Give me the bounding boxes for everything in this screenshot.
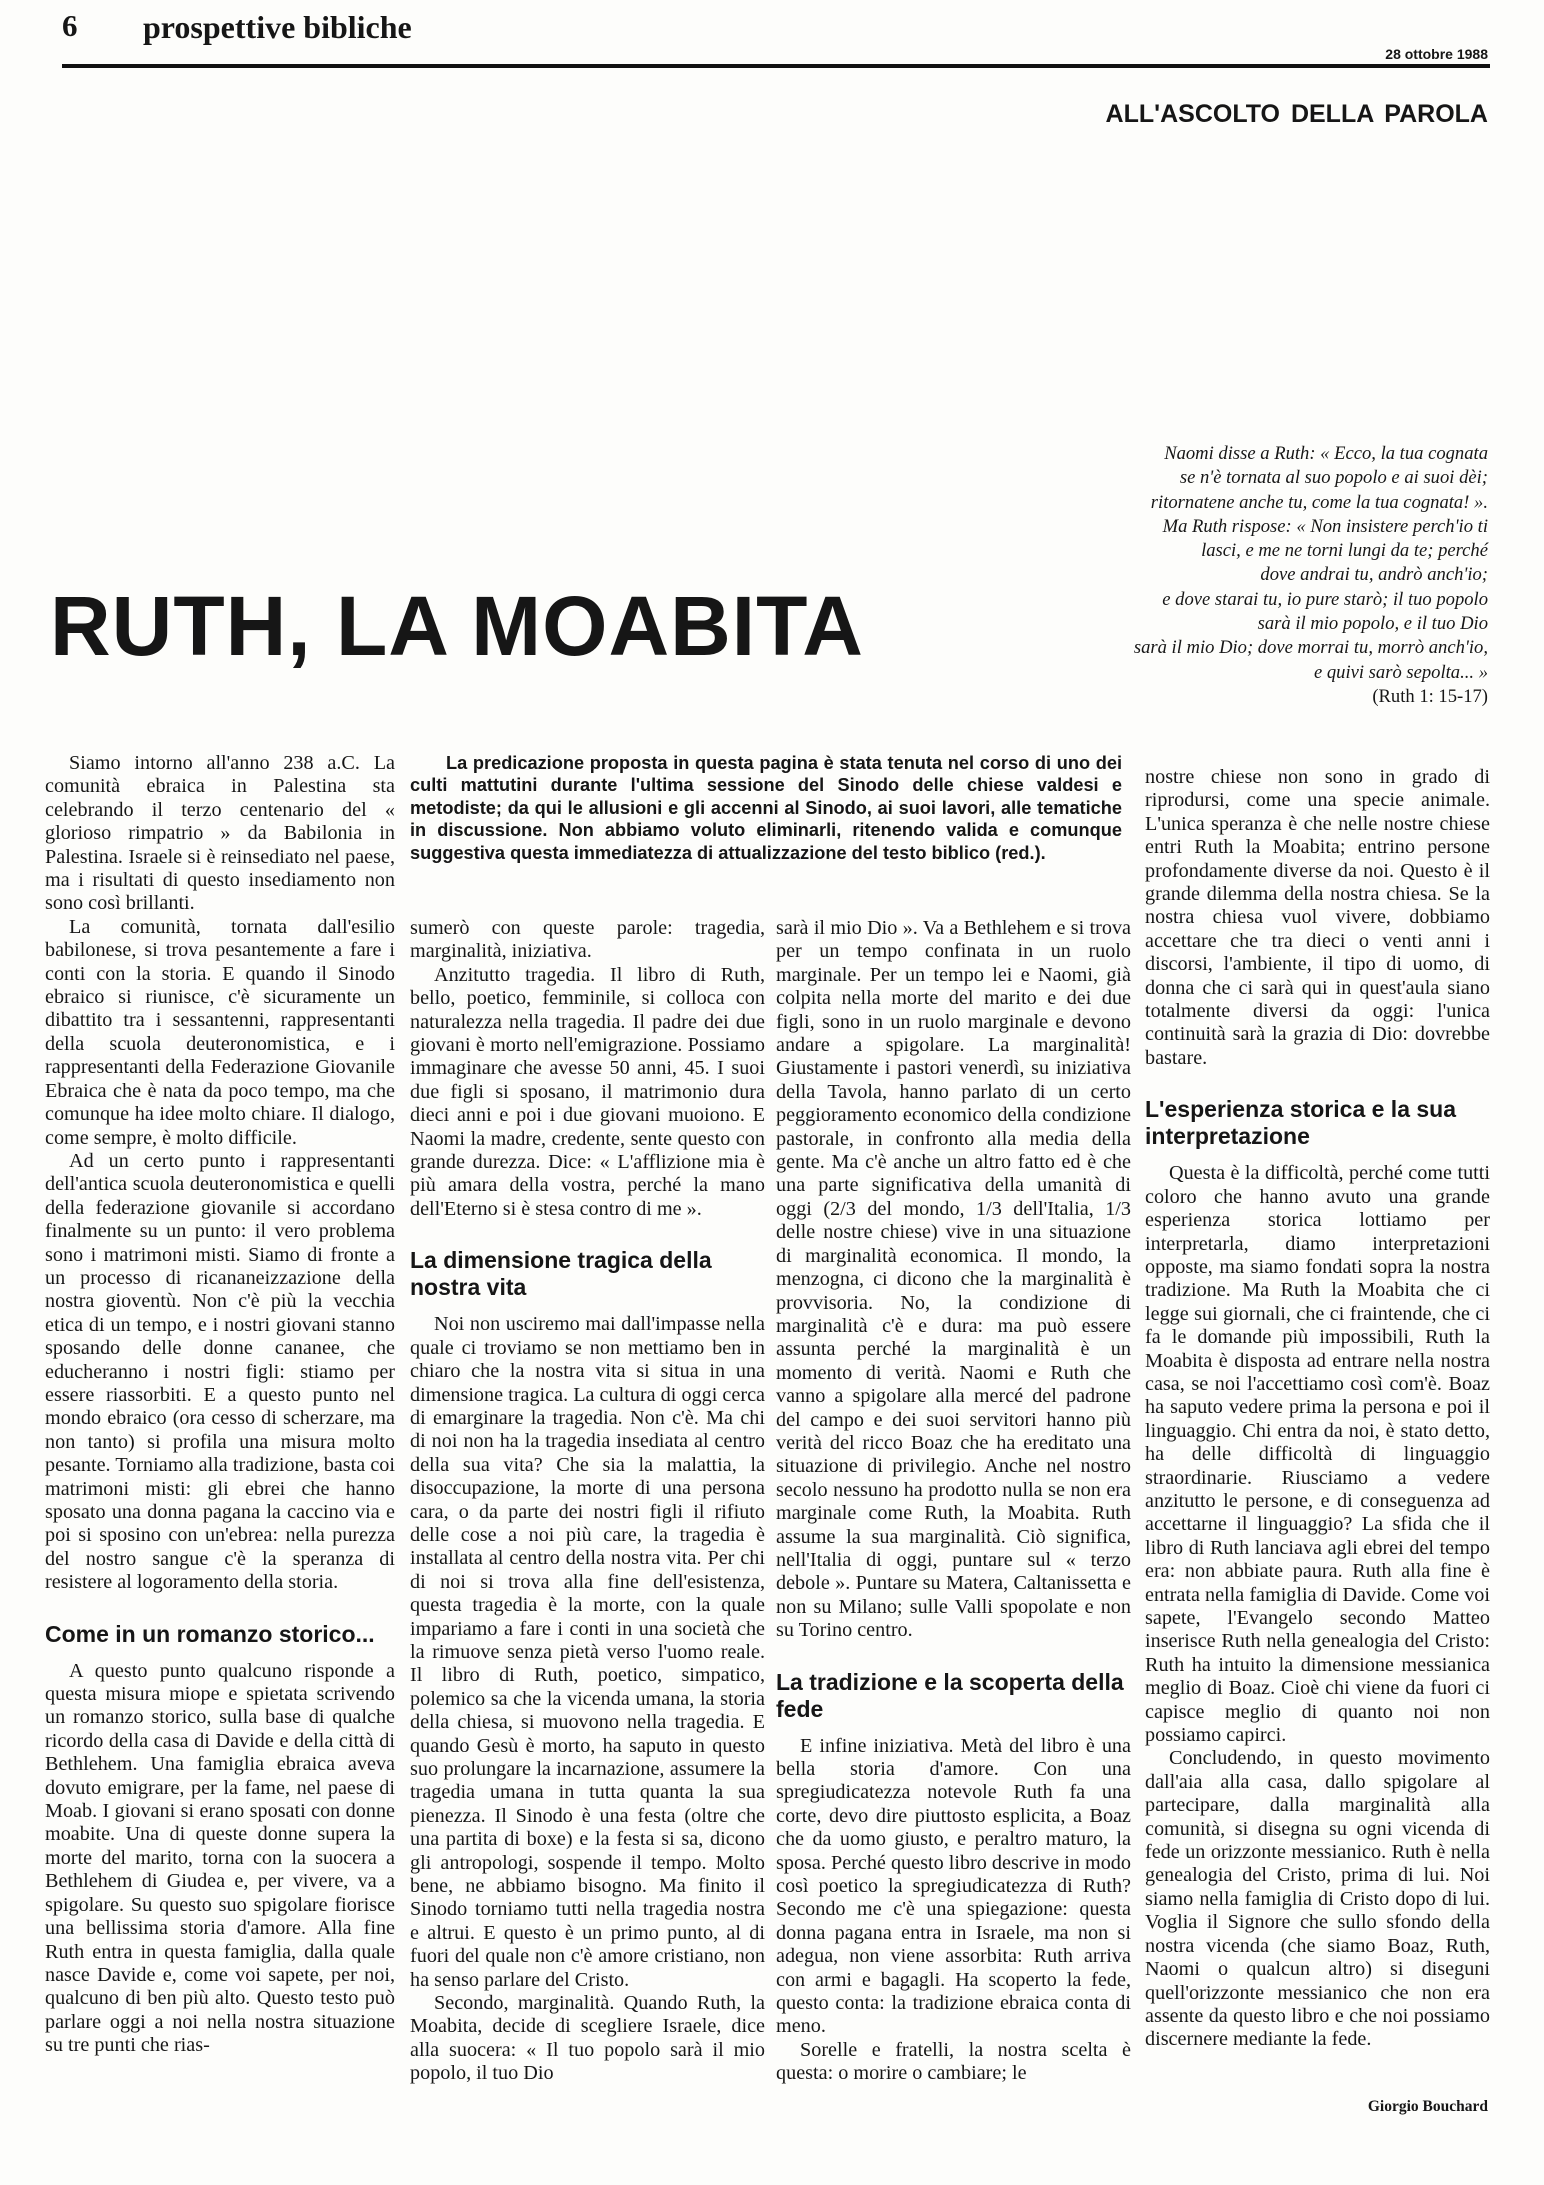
column-2 (410, 917, 765, 2086)
epigraph (808, 442, 1488, 709)
epigraph-reference: (Ruth 1: 15-17) (1372, 685, 1488, 707)
epigraph-line: Naomi disse a Ruth: « Ecco, la tua cognata (1164, 443, 1488, 464)
epigraph-line: e dove starai tu, io pure starò; il tuo popolo (1162, 588, 1488, 610)
issue-date: 28 ottobre 1988 (1385, 46, 1488, 62)
paragraph: sumerò con queste parole: tragedia, marginalità, iniziativa. (410, 917, 765, 963)
epigraph-line: se n'è tornata al suo popolo e ai suoi dèi; (1179, 467, 1488, 489)
paragraph: Anzitutto tragedia. Il libro di Ruth, bello, poetico, femminile, si colloca con naturalezza nella tragedia. Il padre dei due giovani è morto nell'emigrazione. Possiamo immaginare che avesse 50 anni, 45. I suoi due figli si sposano, il matrimonio dura dieci anni e poi i due giovani muoiono. E Naomi la madre, credente, sente questo con grande durezza. Dice: « L'afflizione mia è più amara della vostra, perché la mano dell'Eterno si è stesa contro di me ». (410, 963, 765, 1220)
section-label: ALL'ASCOLTO DELLA PAROLA (1105, 100, 1488, 128)
column-1 (45, 752, 395, 2058)
paragraph: Concludendo, in questo movimento dall'aia alla casa, dallo spigolare al partecipare, dalla marginalità alla comunità, si disegna su ogni vicenda di fede un orizzonte messianico. Ruth è nella genealogia del Cristo, prima di lui. Noi siamo nella famiglia di Cristo dopo di lui. Voglia il Signore che sullo sfondo della nostra vicenda (che siamo Boaz, Ruth, Naomi o qualcun altro) si diseguni quell'orizzonte messianico che non era assente da questo libro e che noi possiamo discernere mediante la fede. (1145, 1747, 1490, 2051)
subheading: Come in un romanzo storico... (45, 1620, 375, 1647)
paragraph: A questo punto qualcuno risponde a questa misura miope e spietata scrivendo un romanzo storico, sulla base di qualche ricordo della casa di Davide e della città di Bethlehem. Una famiglia ebraica aveva dovuto emigrare, per la fame, nel paese di Moab. I giovani si erano sposati con donne moabite. Una di queste donne supera la morte del marito, torna con la suocera a Bethlehem di Giudea e, per vivere, va a spigolare. Su questo suo spigolare fiorisce una bellissima storia d'amore. Alla fine Ruth entra in questa famiglia, dalla quale nasce Davide e, come voi sapete, per noi, qualcuno di ben più alto. Questo testo può parlare oggi a noi nella nostra situazione su tre punti che rias- (45, 1659, 395, 2057)
epigraph-line: lasci, e me ne torni lungi da te; perché (1201, 540, 1488, 562)
epigraph-line: e quivi sarò sepolta... » (1313, 661, 1488, 683)
header-rule (62, 64, 1490, 68)
paragraph: sarà il mio Dio ». Va a Bethlehem e si trova per un tempo confinata in un ruolo marginale. Per un tempo lei e Naomi, già colpita nella morte del marito e dei due figli, sono in un ruolo marginale e devono andare a spigolare. La marginalità! Giustamente i pastori venerdì, su iniziativa della Tavola, hanno parlato di un certo peggioramento economico della condizione pastorale, in confronto alla media della gente. Ma c'è anche un altro fatto ed è che una parte significativa della umanità di oggi (2/3 del mondo, 1/3 dell'Italia, 1/3 delle nostre chiese) vive in una situazione di marginalità economica. Il mondo, la menzogna, ci dicono che la marginalità è provvisoria. No, la condizione di marginalità c'è e dura: ma può essere assunta perché la marginalità è un momento di verità. Naomi e Ruth che vanno a spigolare alla mercé del padrone del campo e dei suoi servitori hanno più verità del ricco Boaz che ha ereditato una situazione di privilegio. Anche nel nostro secolo nessuno ha prodotto nulla se non era marginale come Ruth, la Moabita. Ruth assume la sua marginalità. Ciò significa, nell'Italia di oggi, puntare sul « terzo debole ». Puntare su Matera, Caltanissetta e non su Milano; sulle Valli spopolate e non su Torino centro. (776, 917, 1131, 1642)
paragraph: E infine iniziativa. Metà del libro è una bella storia d'amore. Con una spregiudicatezza notevole Ruth fa una corte, devo dire piuttosto esplicita, a Boaz che da uomo giusto, e peraltro maturo, la sposa. Perché questo libro descrive in modo così poetico la spregiudicatezza di Ruth? Secondo me c'è una spiegazione: questa donna pagana entra in Israele, ma non si adegua, non viene assorbita: Ruth arriva con armi e bagagli. Ha scoperto la fede, questo conta: la tradizione ebraica conta di meno. (776, 1734, 1131, 2038)
publication-name: prospettive bibliche (143, 9, 412, 45)
subheading: L'esperienza storica e la sua interpretazione (1145, 1096, 1457, 1150)
paragraph: Siamo intorno all'anno 238 a.C. La comunità ebraica in Palestina sta celebrando il terzo centenario del « glorioso rimpatrio » da Babilonia in Palestina. Israele si è reinsediato nel paese, ma i risultati di questo insediamento non sono così brillanti. (45, 752, 395, 915)
epigraph-line: ritornatene anche tu, come la tua cognata! ». (1150, 491, 1488, 513)
epigraph-line: Ma Ruth rispose: « Non insistere perch'io ti (1162, 515, 1488, 537)
editor-note: La predicazione proposta in questa pagina è stata tenuta nel corso di uno dei culti mattutini durante l'ultima sessione del Sinodo delle chiese valdesi e metodiste; da qui le allusioni e gli accenni al Sinodo, ai suoi lavori, alle tematiche in discussione. Non abbiamo voluto eliminarli, ritenendo valida e comunque suggestiva questa immediatezza di attualizzazione del testo biblico (red.). (410, 753, 1122, 863)
epigraph-line: sarà il mio popolo, e il tuo Dio (1257, 613, 1488, 635)
paragraph: Ad un certo punto i rappresentanti dell'antica scuola deuteronomistica e quelli della federazione giovanile si accordano finalmente su un punto: il vero problema sono i matrimoni misti. Siamo di fronte a un processo di ricananeizzazione della nostra gioventù. Non c'è più la vecchia etica di un tempo, e i nostri giovani stanno sposando delle donne cananee, che educheranno i nostri figli: stiamo per essere riassorbiti. E a questo punto nel mondo ebraico (ora cesso di scherzare, ma non tanto) si profila una misura molto pesante. Torniamo alla tradizione, basta coi matrimoni misti: gli ebrei che hanno sposato una donna pagana la caccino via e poi si sposino con un'ebrea: nella purezza del nostro sangue c'è la speranza di resistere al logoramento della storia. (45, 1149, 395, 1594)
paragraph: Questa è la difficoltà, perché come tutti coloro che hanno avuto una grande esperienza storica lottiamo per interpretarla, diamo interpretazioni opposte, ma siamo fondati sopra la nostra tradizione. Ma Ruth la Moabita che ci legge sui giornali, che ci fraintende, che ci fa le domande più impossibili, Ruth la Moabita è disposta ad entrare nella nostra casa, se noi l'accettiamo così com'è. Boaz ha saputo vedere prima la persona e poi il linguaggio. Chi entra da noi, è stato detto, ha delle difficoltà di linguaggio straordinarie. Riusciamo a vedere anzitutto le persone, e di conseguenza ad accettarne il linguaggio? La sfida che il libro di Ruth lanciava agli ebrei del tempo era: non abbiate paura. Ruth alla fine è entrata nella famiglia di Davide. Come voi sapete, l'Evangelo secondo Matteo inserisce Ruth nella genealogia del Cristo: Ruth ha intuito la dimensione messianica meglio di Boaz. Cioè chi viene da fuori ci capisce meglio di quanto noi non possiamo capirci. (1145, 1162, 1490, 1747)
paragraph: La comunità, tornata dall'esilio babilonese, si trova pesantemente a fare i conti con la storia. E quando il Sinodo ebraico si riunisce, c'è sicuramente un dibattito tra i sessantenni, rappresentanti della scuola deuteronomistica, e i rappresentanti della Federazione Giovanile Ebraica che è nata da poco tempo, ma che comunque ha idee molto chiare. Il dialogo, come sempre, è molto difficile. (45, 915, 395, 1149)
author-signature: Giorgio Bouchard (1367, 2098, 1488, 2115)
paragraph: Secondo, marginalità. Quando Ruth, la Moabita, decide di scegliere Israele, dice alla suocera: « Il tuo popolo sarà il mio popolo, il tuo Dio (410, 1992, 765, 2085)
paragraph: Noi non usciremo mai dall'impasse nella quale ci troviamo se non mettiamo ben in chiaro che la nostra vita si situa in una dimensione tragica. La cultura di oggi cerca di emarginare la tragedia. Non c'è. Ma chi di noi non ha la tragedia insediata al centro della sua vita? Che sia la malattia, la disoccupazione, la morte di una persona cara, o da parte dei nostri figli il rifiuto delle cose a noi più care, la tragedia è installata al centro della nostra vita. Per chi di noi si trova alla fine dell'esistenza, questa tragedia è la morte, con la quale impariamo a fare i conti in una società che la rimuove senza pietà verso l'uomo reale. Il libro di Ruth, poetico, simpatico, polemico sa che la vicenda umana, la storia della chiesa, si muovono nella tragedia. E quando Gesù è morto, ha saputo in questo suo prolungare la incarnazione, assumere la tragedia umana in tutta quanta la sua pienezza. Il Sinodo è una festa (oltre che una partita di boxe) e la festa si sa, dicono gli antropologi, sospende il tempo. Molto bene, ne abbiamo bisogno. Ma finito il Sinodo torniamo tutti nella tragedia nostra e altrui. E questo è un primo punto, al di fuori del quale non c'è amore cristiano, non ha senso parlare del Cristo. (410, 1313, 765, 1991)
subheading: La tradizione e la scoperta della fede (776, 1668, 1124, 1722)
subheading: La dimensione tragica della nostra vita (410, 1247, 712, 1301)
article-title: RUTH, LA MOABITA (50, 579, 864, 673)
column-3 (776, 917, 1131, 2086)
page-number: 6 (62, 8, 78, 43)
paragraph: Sorelle e fratelli, la nostra scelta è questa: o morire o cambiare; le (776, 2038, 1131, 2085)
epigraph-line: sarà il mio Dio; dove morrai tu, morrò anch'io, (1133, 637, 1488, 659)
epigraph-line: dove andrai tu, andrò anch'io; (1260, 564, 1488, 586)
column-4 (1145, 766, 1490, 2052)
paragraph: nostre chiese non sono in grado di riprodursi, come una specie animale. L'unica speranza è che nelle nostre chiese entri Ruth la Moabita; entrino persone profondamente diverse da noi. Questo è il grande dilemma della nostra chiesa. Se la nostra chiesa vuol vivere, dobbiamo accettare che tra dieci o venti anni i discorsi, l'ambiente, il tipo di uomo, di donna che ci sarà qui in quest'aula siano totalmente diversi da oggi: l'unica continuità sarà la grazia di Dio: dovrebbe bastare. (1145, 766, 1490, 1069)
